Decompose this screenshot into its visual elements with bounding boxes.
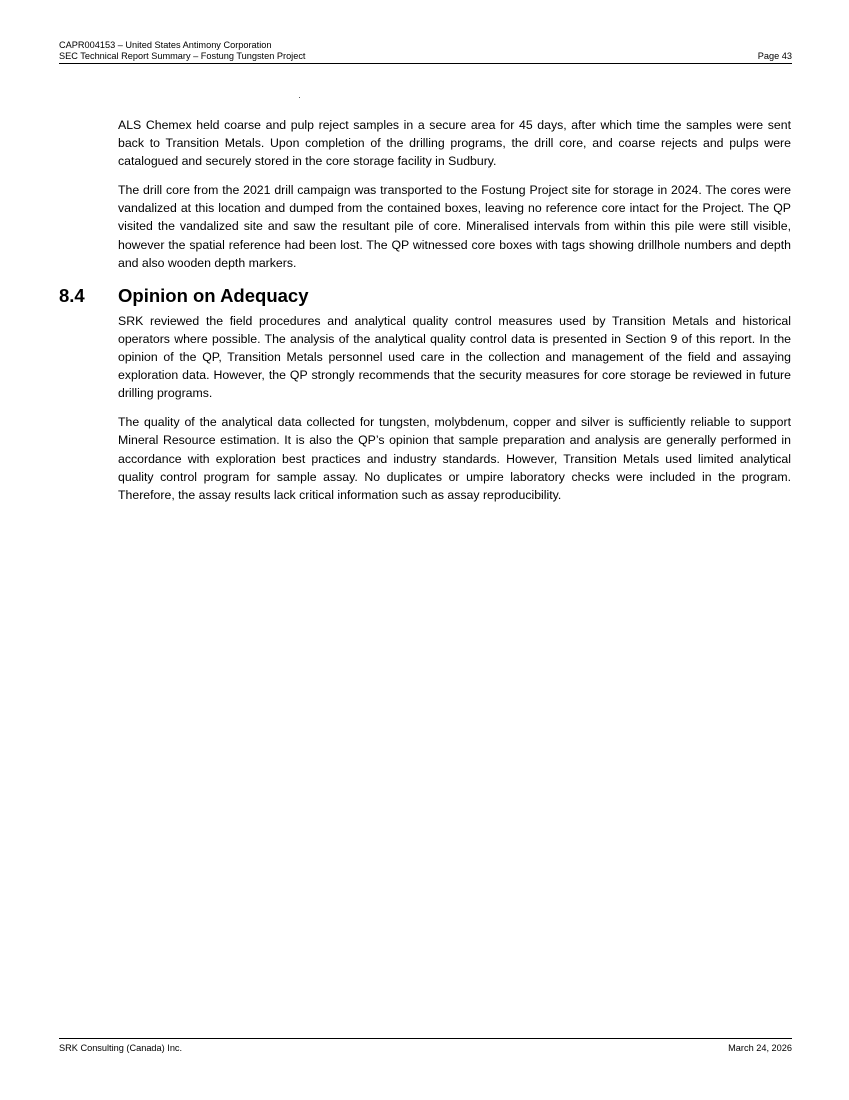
page-header (59, 40, 792, 64)
footer-date: March 24, 2026 (728, 1043, 792, 1053)
document-body (59, 116, 791, 515)
header-report-title: SEC Technical Report Summary – Fostung Tungsten Project (59, 51, 306, 61)
header-row (59, 51, 792, 62)
paragraph-data-quality: The quality of the analytical data collected for tungsten, molybdenum, copper and silver is sufficiently reliable to support Mineral Resource estimation. It is also the QP’s opinion that sample preparation and analysis are generally performed in accordance with exploration best practices and industry standards. However, Transition Metals used limited analytical quality control program for sample assay. No duplicates or umpire laboratory checks were included in the program. Therefore, the assay results lack critical information such as assay reproducibility. (118, 415, 791, 502)
section-title: Opinion on Adequacy (118, 284, 309, 306)
page-footer (59, 1038, 792, 1054)
header-report-id: CAPR004153 – United States Antimony Corporation (59, 40, 272, 50)
page-number: Page 43 (757, 51, 792, 61)
footer-company: SRK Consulting (Canada) Inc. (59, 1043, 183, 1053)
section-number: 8.4 (59, 284, 85, 306)
paragraph-sample-storage: ALS Chemex held coarse and pulp reject samples in a secure area for 45 days, after which time the samples were sent back to Transition Metals. Upon completion of the drilling programs, the drill core, and coarse rejects and pulps were catalogued and securely stored in the core storage facility in Sudbury. (118, 118, 791, 169)
paragraph-srk-review: SRK reviewed the field procedures and analytical quality control measures used by Transition Metals and historical operators where possible. The analysis of the analytical quality control data is presented in Section 9 of this report. In the opinion of the QP, Transition Metals personnel used care in the collection and management of the field and assaying exploration data. However, the QP strongly recommends that the security measures for core storage be reviewed in future drilling programs. (118, 313, 791, 401)
stray-dot (299, 97, 300, 98)
paragraph-drill-core: The drill core from the 2021 drill campaign was transported to the Fostung Project site for storage in 2024. The cores were vandalized at this location and dumped from the contained boxes, leaving no reference core intact for the Project. The QP visited the vandalized site and saw the resultant pile of core. Mineralised intervals from within this pile were still visible, however the spatial reference had been lost. The QP witnessed core boxes with tags showing drillhole numbers and depth and also wooden depth markers. (118, 183, 791, 270)
section-heading (59, 284, 791, 307)
